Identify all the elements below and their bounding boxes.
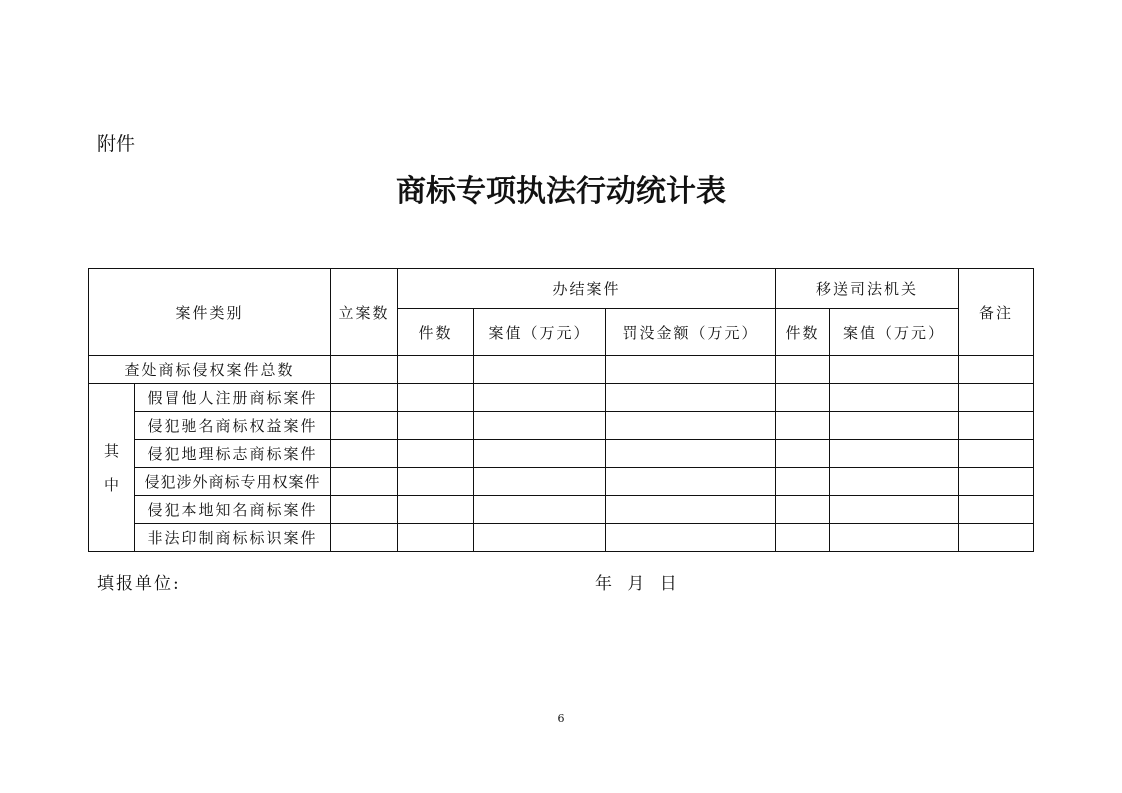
header-filed: 立案数 [331,269,398,356]
statistics-table [88,268,1034,552]
table-cell [776,496,830,524]
header-concluded-fine: 罚没金额（万元） [606,309,776,356]
header-remarks: 备注 [959,269,1034,356]
table-cell [606,356,776,384]
table-cell [474,356,606,384]
table-cell [474,524,606,552]
table-cell [474,384,606,412]
table-cell [959,468,1034,496]
group-label-char-1: 其 [103,441,119,460]
table-cell [776,468,830,496]
table-cell [331,412,398,440]
group-label-qizhong [89,384,135,552]
table-cell [959,524,1034,552]
table-cell [331,440,398,468]
document-title: 商标专项执法行动统计表 [396,174,726,209]
table-cell [474,440,606,468]
header-concluded-value: 案值（万元） [474,309,606,356]
total-row-label: 查处商标侵权案件总数 [89,356,331,384]
table-cell [606,468,776,496]
table-row [89,524,1034,552]
table-cell [398,412,474,440]
table-cell [776,356,830,384]
table-cell [959,496,1034,524]
table-cell [606,412,776,440]
table-cell [398,468,474,496]
table-cell [776,440,830,468]
table-cell [398,496,474,524]
table-cell [331,356,398,384]
table-cell [959,384,1034,412]
table-cell [776,384,830,412]
table-cell [959,440,1034,468]
table-row [89,468,1034,496]
table-cell [830,356,959,384]
table-cell [474,412,606,440]
row-label: 侵犯驰名商标权益案件 [135,412,331,440]
row-label: 非法印制商标标识案件 [135,524,331,552]
table-row [89,440,1034,468]
table-cell [606,524,776,552]
table-cell [776,412,830,440]
table-cell [830,412,959,440]
header-judicial-count: 件数 [776,309,830,356]
table-cell [830,468,959,496]
table-cell [830,496,959,524]
page-number: 6 [557,712,565,725]
table-cell [331,524,398,552]
table-cell [606,496,776,524]
table-cell [474,496,606,524]
table-cell [830,384,959,412]
table-row-total [89,356,1034,384]
table-cell [474,468,606,496]
header-row-top [89,269,1034,309]
header-concluded-count: 件数 [398,309,474,356]
table-cell [331,468,398,496]
attachment-label: 附件 [97,133,136,155]
table-cell [959,356,1034,384]
table-cell [331,384,398,412]
row-label: 侵犯涉外商标专用权案件 [135,468,331,496]
row-label: 侵犯地理标志商标案件 [135,440,331,468]
table-cell [830,440,959,468]
header-judicial-value: 案值（万元） [830,309,959,356]
table-cell [398,356,474,384]
table-row [89,412,1034,440]
table-cell [606,384,776,412]
date-label: 年 月 日 [595,574,678,594]
header-judicial-transfer: 移送司法机关 [776,269,959,309]
table-row [89,496,1034,524]
table-row [89,384,1034,412]
table-cell [776,524,830,552]
table-cell [398,440,474,468]
header-concluded: 办结案件 [398,269,776,309]
row-label: 假冒他人注册商标案件 [135,384,331,412]
row-label: 侵犯本地知名商标案件 [135,496,331,524]
group-label-char-2: 中 [103,475,119,494]
table-cell [331,496,398,524]
table-cell [606,440,776,468]
reporting-unit-label: 填报单位: [97,574,181,594]
table-cell [398,524,474,552]
header-category: 案件类别 [89,269,331,356]
table-cell [830,524,959,552]
table-cell [959,412,1034,440]
table-cell [398,384,474,412]
